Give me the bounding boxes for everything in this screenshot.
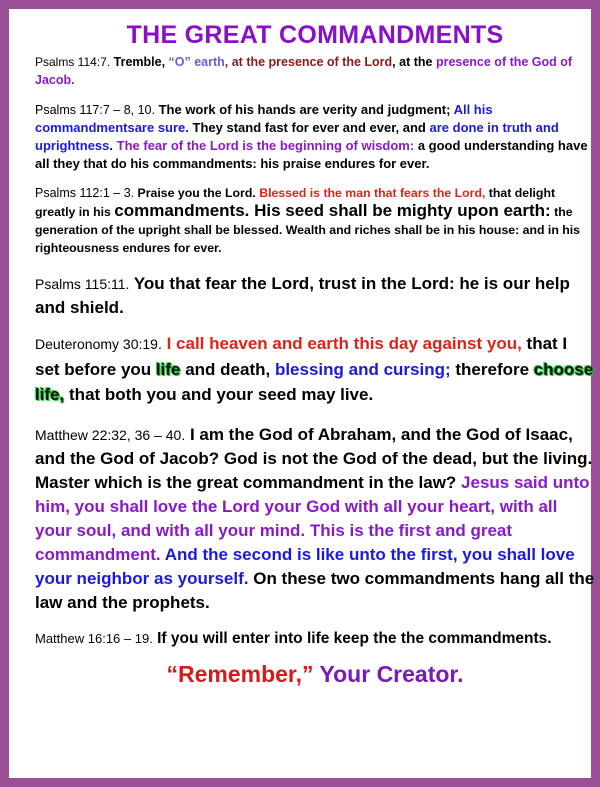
document-content bbox=[35, 19, 595, 688]
highlighted-life-text: life bbox=[155, 360, 181, 379]
verse-reference: Deuteronomy 30:19. bbox=[35, 336, 162, 352]
verse-text: blessing and cursing; bbox=[274, 360, 451, 379]
verse-text: that bbox=[521, 334, 563, 353]
verse-text: that delight greatly in his bbox=[35, 186, 556, 219]
verse-text: Tremble, bbox=[110, 55, 169, 69]
verse-text: are done in truth and uprightness bbox=[35, 120, 559, 153]
verse-psalms-114 bbox=[35, 53, 595, 89]
verse-text: And the second is like unto the first, you shall love your neighbor as yourself. bbox=[35, 545, 575, 588]
verse-text: commandments. His seed shall be mighty upon earth: bbox=[114, 201, 551, 220]
verse-text: If you will enter into life keep the the commandments. bbox=[152, 630, 552, 647]
remember-text: “Remember,” bbox=[166, 661, 314, 687]
verse-text: All his commandmentsare sure. bbox=[35, 102, 493, 135]
verse-text: Praise you the Lord. bbox=[134, 186, 260, 200]
verse-reference: Psalms 114:7. bbox=[35, 55, 111, 69]
verse-text: I call heaven and earth this day against you, bbox=[161, 334, 522, 353]
highlighted-life-text: choose life, bbox=[35, 360, 594, 404]
verse-reference: Psalms 112:1 – 3. bbox=[35, 186, 135, 200]
verse-text: This is the first and great commandment. bbox=[35, 521, 513, 564]
verse-text: The work of his hands are verity and judgment; bbox=[154, 102, 454, 117]
verse-matthew-22 bbox=[35, 423, 595, 615]
verse-text: I am the God of Abraham, and the God of Isaac, and the God of Jacob? bbox=[35, 425, 573, 468]
verse-text: Jesus said unto him, you shall love the Lord your God with all your heart, with all your soul, and with all your mind. bbox=[35, 473, 590, 540]
verse-text: Master which is the great commandment in the law? bbox=[35, 473, 462, 492]
verse-text: . bbox=[109, 138, 117, 153]
verse-reference: Psalms 115:11. bbox=[35, 276, 130, 292]
verse-text: The fear of the Lord is the beginning of wisdom: bbox=[116, 138, 415, 153]
verse-psalms-115 bbox=[35, 272, 595, 319]
verse-matthew-16 bbox=[35, 629, 595, 648]
verse-reference: Matthew 16:16 – 19. bbox=[35, 631, 153, 646]
verse-text: You that fear the Lord, trust in the Lord: he is our help and shield. bbox=[35, 274, 570, 317]
verse-text: two commandments hang all the law and the prophets. bbox=[35, 569, 595, 612]
page-title: THE GREAT COMMANDMENTS bbox=[126, 21, 504, 49]
verse-text: , at the presence of the Lord bbox=[224, 55, 393, 69]
verse-text: the generation of the upright shall be blessed. Wealth and riches shall be in his house: and in his righteousness endures for ever. bbox=[35, 205, 581, 255]
verse-reference: Matthew 22:32, 36 – 40. bbox=[35, 427, 186, 443]
verse-text: “O” earth bbox=[168, 55, 225, 69]
creator-text: Your Creator. bbox=[313, 661, 464, 687]
verse-text: , at the bbox=[392, 55, 436, 69]
verse-psalms-117 bbox=[35, 101, 595, 173]
verse-text: and death, bbox=[180, 360, 275, 379]
verse-text: I set before you bbox=[35, 334, 568, 379]
verse-text: a good understanding have all they that do his commandments: his praise endures for ever. bbox=[35, 138, 588, 171]
verse-reference: Psalms 117:7 – 8, 10. bbox=[35, 103, 155, 117]
verse-text: They stand fast for ever and ever, and bbox=[188, 120, 430, 135]
verse-text: that both you and your seed may live. bbox=[64, 385, 374, 404]
verse-psalms-112 bbox=[35, 184, 595, 257]
verse-text: presence of the God of Jacob. bbox=[35, 55, 573, 87]
verse-text: Blessed is the man that fears the Lord, bbox=[259, 186, 486, 200]
verse-deuteronomy-30 bbox=[35, 331, 595, 407]
verse-text: therefore bbox=[450, 360, 534, 379]
verse-text: God is not the God of the dead, but the living. bbox=[219, 449, 593, 468]
closing-line bbox=[35, 660, 595, 688]
verse-text: On these bbox=[248, 569, 331, 588]
